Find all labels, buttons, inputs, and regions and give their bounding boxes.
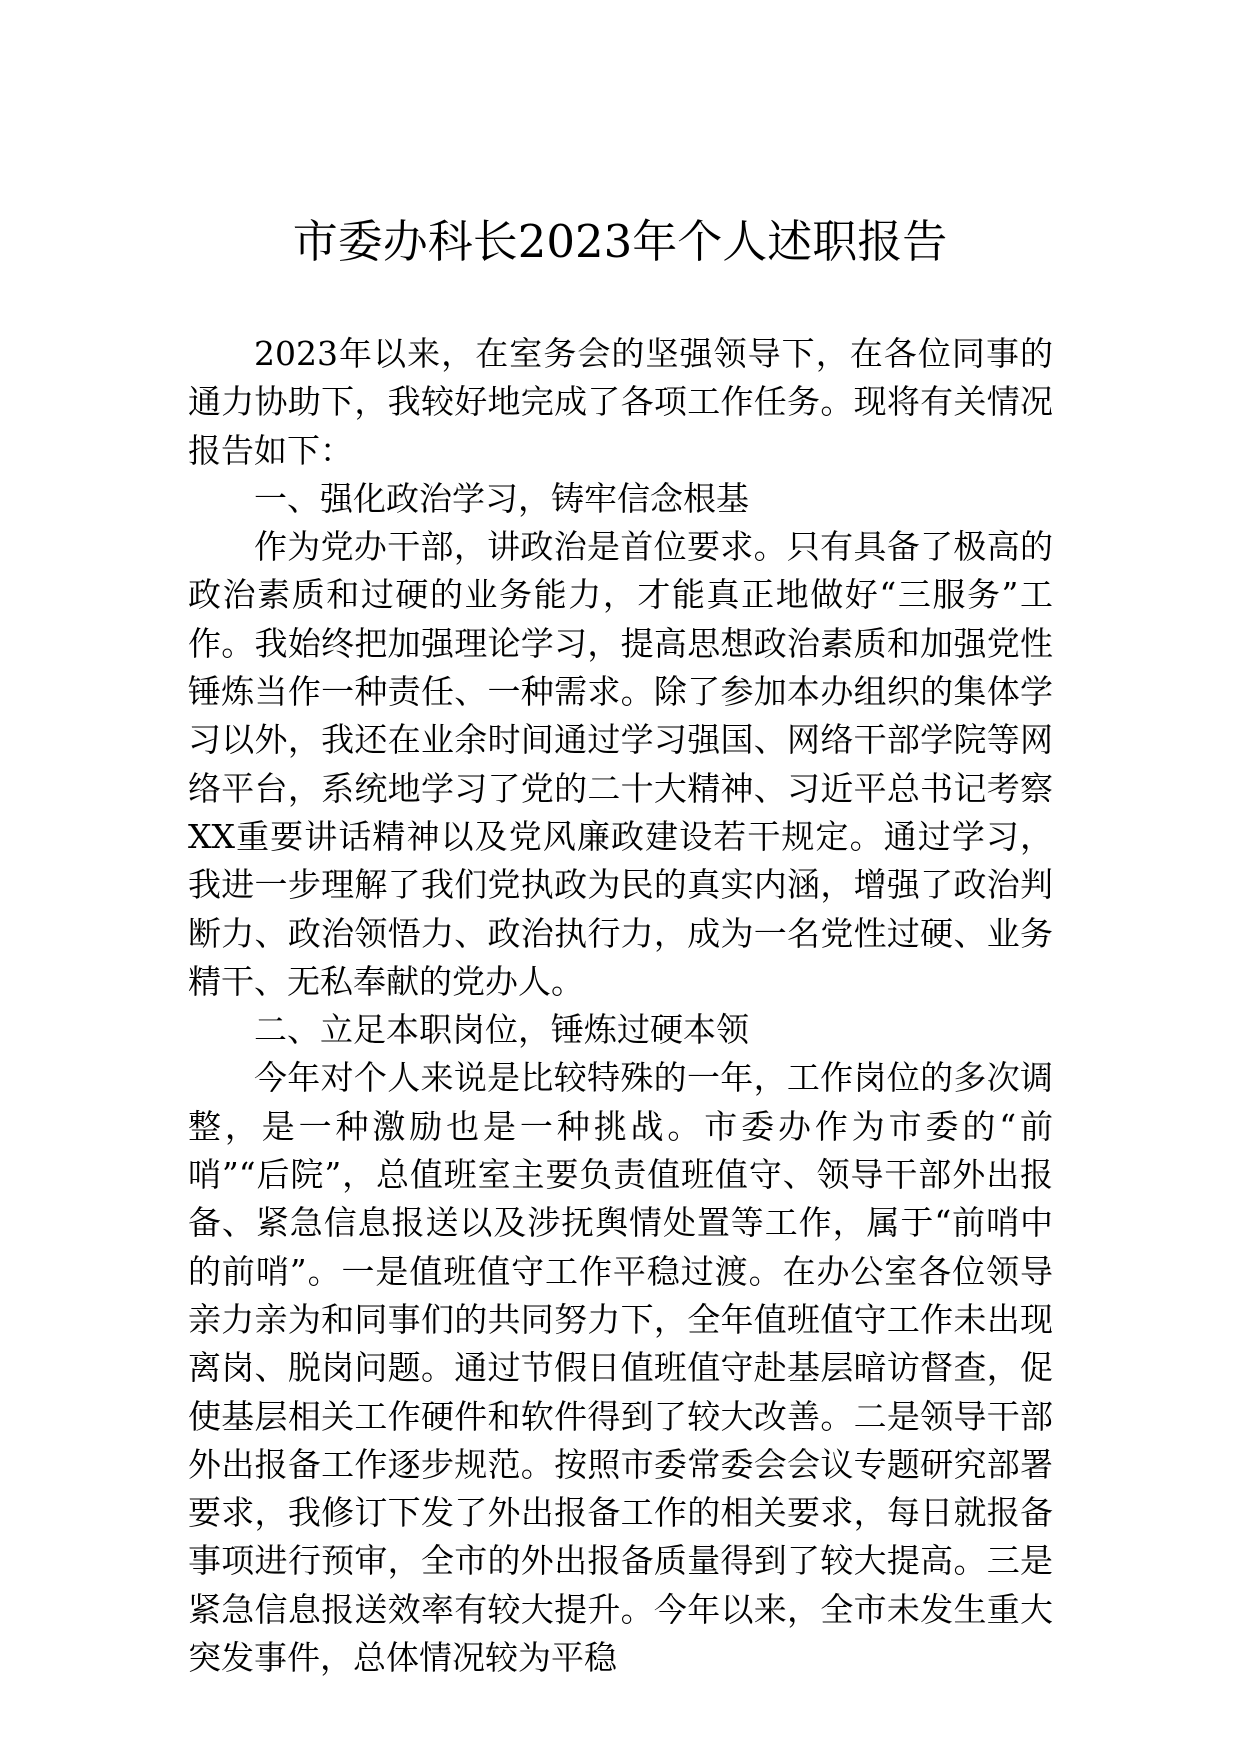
section-heading-2: 二、立足本职岗位，锤炼过硬本领 [254, 1010, 749, 1050]
intro-paragraph: 2023年以来，在室务会的坚强领导下，在各位同事的通力协助下，我较好地完成了各项工作任务。现将有关情况报告如下： [188, 334, 1053, 470]
section-2-paragraph: 今年对个人来说是比较特殊的一年，工作岗位的多次调整，是一种激励也是一种挑战。市委办作为市委的“前哨”“后院”，总值班室主要负责值班值守、领导干部外出报备、紧急信息报送以及涉抚舆情处置等工作，属于“前哨中的前哨”。一是值班值守工作平稳过渡。在办公室各位领导亲力亲为和同事们的共同努力下，全年值班值守工作未出现离岗、脱岗问题。通过节假日值班值守赴基层暗访督查，促使基层相关工作硬件和软件得到了较大改善。二是领导干部外出报备工作逐步规范。按照市委常委会会议专题研究部署要求，我修订下发了外出报备工作的相关要求，每日就报备事项进行预审，全市的外出报备质量得到了较大提高。三是紧急信息报送效率有较大提升。今年以来，全市未发生重大突发事件，总体情况较为平稳 [188, 1058, 1053, 1678]
section-heading-1: 一、强化政治学习，铸牢信念根基 [254, 478, 749, 518]
section-1-paragraph: 作为党办干部，讲政治是首位要求。只有具备了极高的政治素质和过硬的业务能力，才能真正地做好“三服务”工作。我始终把加强理论学习，提高思想政治素质和加强党性锤炼当作一种责任、一种需求。除了参加本办组织的集体学习以外，我还在业余时间通过学习强国、网络干部学院等网络平台，系统地学习了党的二十大精神、习近平总书记考察XX重要讲话精神以及党风廉政建设若干规定。通过学习，我进一步理解了我们党执政为民的真实内涵，增强了政治判断力、政治领悟力、政治执行力，成为一名党性过硬、业务精干、无私奉献的党办人。 [188, 527, 1053, 1001]
document-title: 市委办科长2023年个人述职报告 [292, 215, 948, 268]
document-body [188, 330, 1053, 1682]
